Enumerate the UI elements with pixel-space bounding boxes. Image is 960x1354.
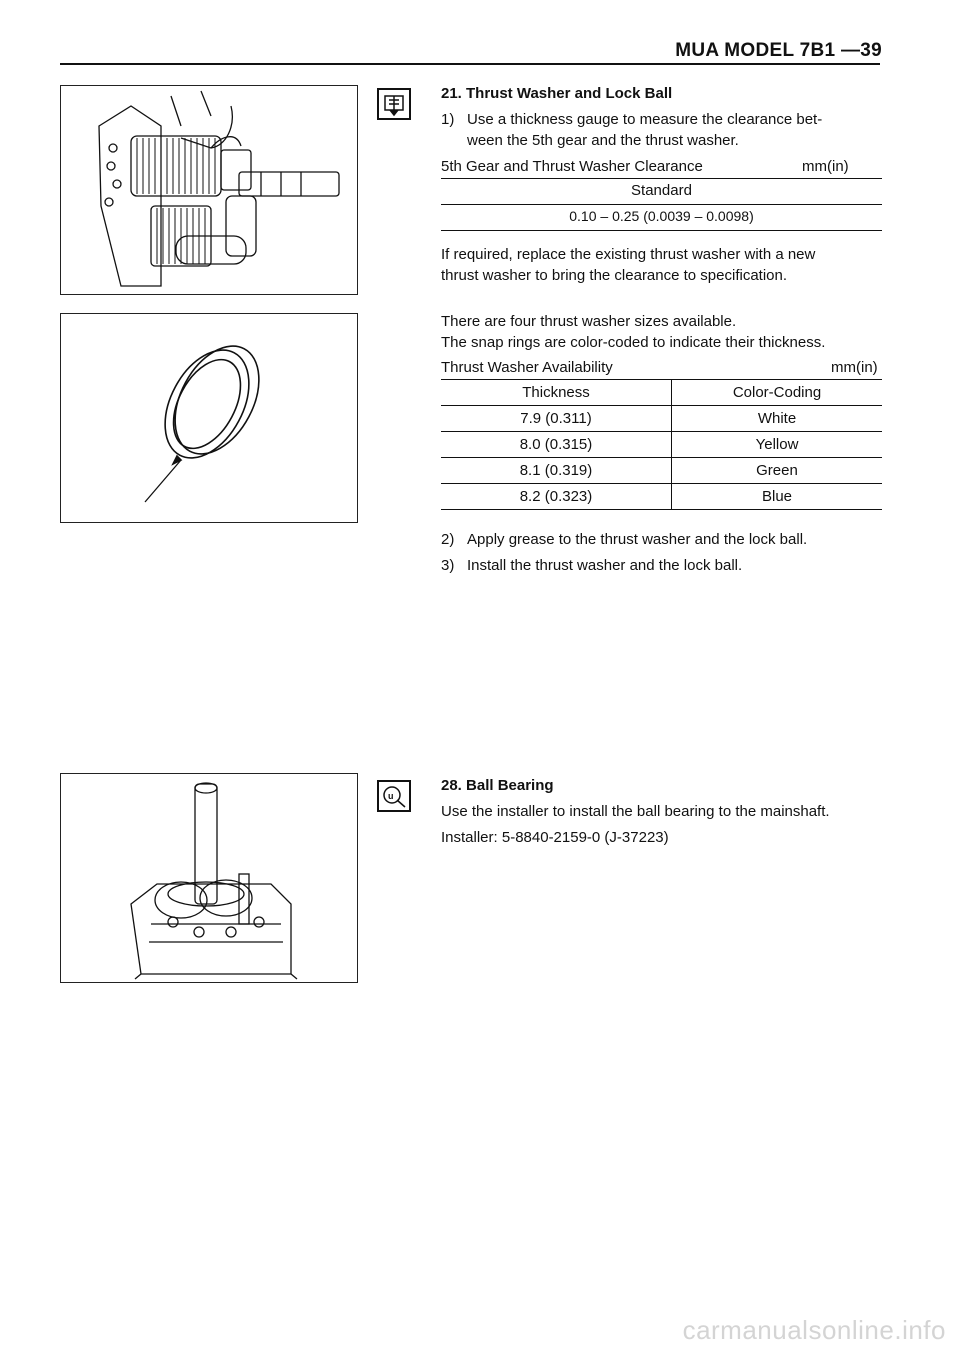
paragraph-2-line-2: The snap rings are color-coded to indicate their thickness. [441,334,826,351]
figure-gear-assembly [60,85,358,295]
paragraph-2-line-1: There are four thrust washer sizes available. [441,313,737,330]
availability-table-rule-2 [441,431,882,432]
availability-table-unit: mm(in) [831,359,878,376]
clearance-table-rule-mid [441,204,882,205]
availability-table-title: Thrust Washer Availability [441,359,613,376]
watermark: carmanualsonline.info [682,1315,946,1345]
step-3-number: 3) [441,557,455,574]
clearance-table-rule-bottom [441,230,882,231]
paragraph-1-line-1: If required, replace the existing thrust washer with a new [441,246,816,263]
header-rule [60,63,880,65]
figure-ball-bearing-install [60,773,358,983]
availability-table-rule-4 [441,483,882,484]
table-row-thickness: 8.1 (0.319) [519,462,593,479]
clearance-table-header: Standard [631,182,692,199]
step-2-number: 2) [441,531,455,548]
ball-bearing-illustration [61,774,357,982]
section-21-heading: 21. Thrust Washer and Lock Ball [441,85,673,102]
availability-col-color: Color-Coding [732,384,822,401]
table-row-thickness: 8.0 (0.315) [519,436,593,453]
paragraph-1-line-2: thrust washer to bring the clearance to specification. [441,267,788,284]
clearance-table-value: 0.10 – 0.25 (0.0039 – 0.0098) [569,208,754,224]
table-row-color: Blue [761,488,793,505]
section-28-line-2: Installer: 5-8840-2159-0 (J-37223) [441,829,669,846]
section-28-line-1: Use the installer to install the ball bearing to the mainshaft. [441,803,830,820]
clearance-table-rule-top [441,178,882,179]
availability-table-rule-3 [441,457,882,458]
thrust-washer-illustration [61,314,357,522]
availability-table-rule-0 [441,379,882,380]
install-icon [377,88,411,120]
svg-text:u: u [388,791,394,801]
step-2-text: Apply grease to the thrust washer and the lock ball. [467,531,808,548]
step-1-number: 1) [441,111,455,128]
gear-assembly-illustration [61,86,357,294]
table-row-thickness: 8.2 (0.323) [519,488,593,505]
table-row-color: White [757,410,797,427]
availability-col-thickness: Thickness [522,384,590,401]
step-1-line-1: Use a thickness gauge to measure the clearance bet- [467,111,823,128]
availability-table-rule-1 [441,405,882,406]
clearance-table-unit: mm(in) [802,158,849,175]
section-28-heading: 28. Ball Bearing [441,777,554,794]
availability-table-rule-5 [441,509,882,510]
step-3-text: Install the thrust washer and the lock ball. [467,557,743,574]
table-row-thickness: 7.9 (0.311) [520,410,592,427]
page-header-title: MUA MODEL 7B1 —39 [675,40,882,61]
table-row-color: Yellow [755,436,799,453]
clearance-table-title: 5th Gear and Thrust Washer Clearance [441,158,703,175]
step-1-line-2: ween the 5th gear and the thrust washer. [467,132,739,149]
figure-thrust-washer [60,313,358,523]
bearing-install-icon [377,780,411,812]
table-row-color: Green [756,462,798,479]
